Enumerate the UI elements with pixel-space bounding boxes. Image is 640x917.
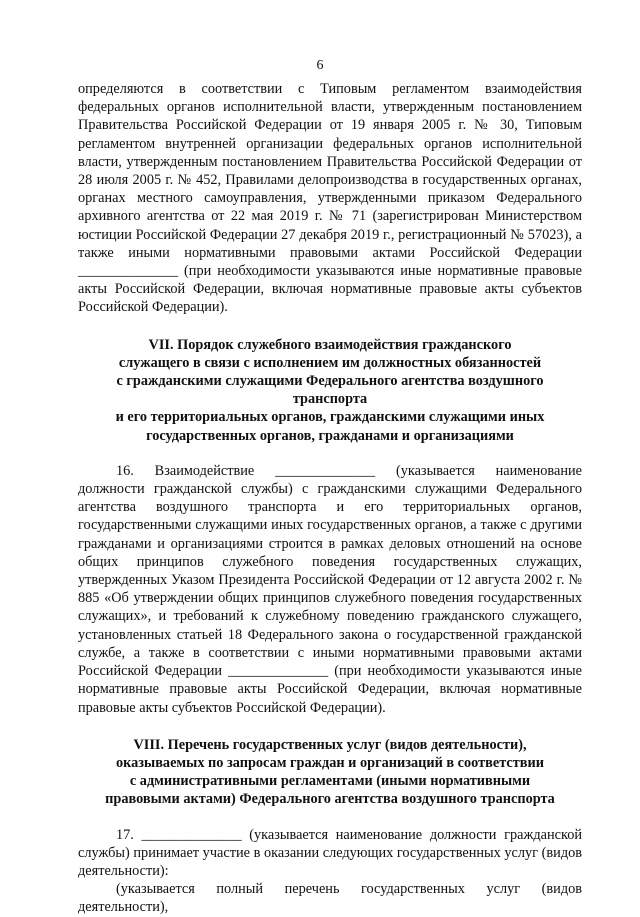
spacer <box>78 809 582 826</box>
section-viii-heading-line: VIII. Перечень государственных услуг (видов деятельности), <box>133 736 527 753</box>
section-viii-heading <box>78 736 582 809</box>
section-vii-heading-line: с гражданскими служащими Федерального агентства воздушного транспорта <box>116 373 544 408</box>
paragraph-16: 16. Взаимодействие ______________ (указывается наименование должности гражданской службы) с гражданскими служащими Федерального агентства воздушного транспорта и его территориальных органов, государственными служащими иных государственных органов, а также с другими гражданами и организациями строится в рамках деловых отношений на основе общих принципов служебного поведения государственных служащих, утвержденных Указом Президента Российской Федерации от 12 августа 2002 г. № 885 «Об утверждении общих принципов служебного поведения государственных служащих», и требований к служебному поведению гражданского служащего, установленных статьей 18 Федерального закона о государственной гражданской службе, а также в соответствии с иными нормативными правовыми актами Российской Федерации ______________ (при необходимости указываются иные нормативные правовые акты Российской Федерации, включая нормативные правовые акты субъектов Российской Федерации). <box>78 462 582 716</box>
paragraph-intro: определяются в соответствии с Типовым регламентом взаимодействия федеральных органов исполнительной власти, утвержденным постановлением Правительства Российской Федерации от 19 января 2005 г. № 30, Типовым регламентом внутренней организации федеральных органов исполнительной власти, утвержденным постановлением Правительства Российской Федерации от 28 июля 2005 г. № 452, Правилами делопроизводства в государственных органах, органах местного самоуправления, утвержденными приказом Федерального архивного агентства от 22 мая 2019 г. № 71 (зарегистрирован Министерством юстиции Российской Федерации 27 декабря 2019 г., регистрационный № 57023), а также иными нормативными правовыми актами Российской Федерации ______________ (при необходимости указываются иные нормативные правовые акты Российской Федерации, включая нормативные правовые акты субъектов Российской Федерации). <box>78 81 582 316</box>
document-body <box>78 80 582 917</box>
section-viii-heading-line: правовыми актами) Федерального агентства воздушного транспорта <box>105 791 555 808</box>
section-vii-heading-line: служащего в связи с исполнением им должностных обязанностей <box>118 354 542 371</box>
paragraph-17-note: (указывается полный перечень государственных услуг (видов деятельности), <box>78 881 582 916</box>
spacer <box>78 445 582 462</box>
section-vii-heading-line: VII. Порядок служебного взаимодействия гражданского <box>148 336 512 353</box>
section-viii-heading-line: с административными регламентами (иными нормативными <box>129 773 531 790</box>
spacer <box>78 317 582 336</box>
page-number: 6 <box>316 58 324 73</box>
section-vii-heading-line: и его территориальных органов, гражданскими служащими иных <box>115 409 545 426</box>
paragraph-17: 17. ______________ (указывается наименование должности гражданской службы) принимает участие в оказании следующих государственных услуг (видов деятельности): <box>78 826 582 879</box>
section-viii-heading-line: оказываемых по запросам граждан и организаций в соответствии <box>115 754 544 771</box>
spacer <box>78 717 582 736</box>
section-vii-heading-line: государственных органов, гражданами и организациями <box>146 427 514 444</box>
section-vii-heading <box>78 336 582 445</box>
